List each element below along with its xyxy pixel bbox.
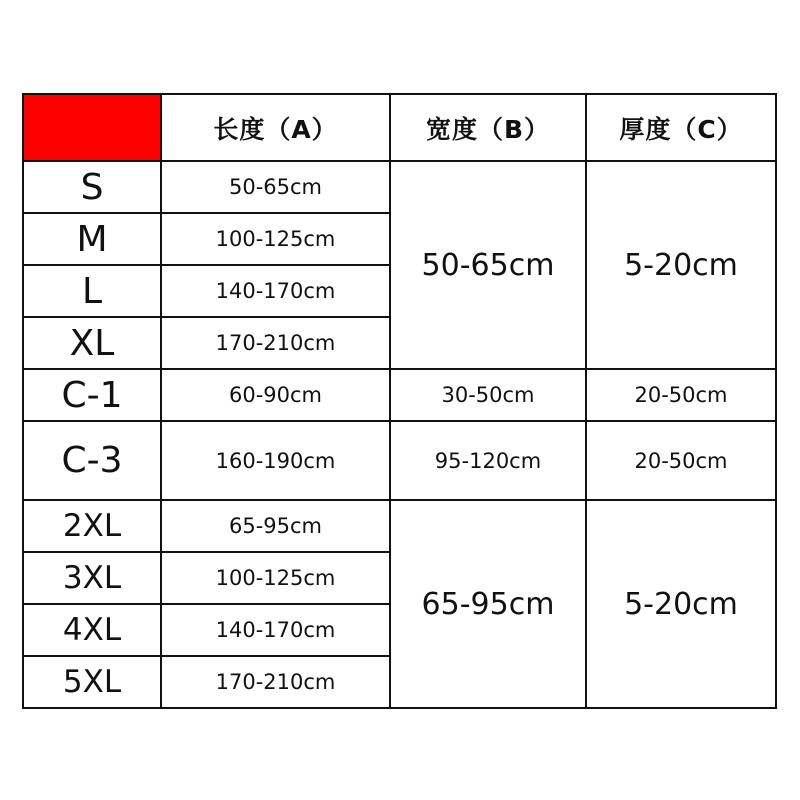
thickness-value-merged: 5-20cm bbox=[586, 161, 776, 369]
size-label: XL bbox=[23, 317, 161, 369]
length-value: 60-90cm bbox=[161, 369, 390, 421]
thickness-value: 20-50cm bbox=[586, 369, 776, 421]
length-value: 140-170cm bbox=[161, 265, 390, 317]
length-value: 100-125cm bbox=[161, 552, 390, 604]
length-value: 50-65cm bbox=[161, 161, 390, 213]
header-width: 宽度（B） bbox=[390, 94, 586, 161]
width-value-merged: 50-65cm bbox=[390, 161, 586, 369]
header-row bbox=[23, 94, 776, 161]
size-label: 3XL bbox=[23, 552, 161, 604]
table-row-c3 bbox=[23, 421, 776, 500]
size-label: 2XL bbox=[23, 500, 161, 552]
size-label: S bbox=[23, 161, 161, 213]
length-value: 140-170cm bbox=[161, 604, 390, 656]
size-label: M bbox=[23, 213, 161, 265]
header-length: 长度（A） bbox=[161, 94, 390, 161]
size-label: C-3 bbox=[23, 421, 161, 500]
table-row-c1 bbox=[23, 369, 776, 421]
thickness-value-merged: 5-20cm bbox=[586, 500, 776, 708]
length-value: 100-125cm bbox=[161, 213, 390, 265]
length-value: 65-95cm bbox=[161, 500, 390, 552]
size-label: C-1 bbox=[23, 369, 161, 421]
header-thickness: 厚度（C） bbox=[586, 94, 776, 161]
size-label: 5XL bbox=[23, 656, 161, 708]
size-label: L bbox=[23, 265, 161, 317]
header-color-swatch bbox=[23, 94, 161, 161]
width-value: 30-50cm bbox=[390, 369, 586, 421]
size-label: 4XL bbox=[23, 604, 161, 656]
width-value: 95-120cm bbox=[390, 421, 586, 500]
table-row-2xl bbox=[23, 500, 776, 552]
length-value: 160-190cm bbox=[161, 421, 390, 500]
length-value: 170-210cm bbox=[161, 317, 390, 369]
length-value: 170-210cm bbox=[161, 656, 390, 708]
size-chart-table bbox=[22, 93, 777, 709]
width-value-merged: 65-95cm bbox=[390, 500, 586, 708]
table-row-s bbox=[23, 161, 776, 213]
thickness-value: 20-50cm bbox=[586, 421, 776, 500]
